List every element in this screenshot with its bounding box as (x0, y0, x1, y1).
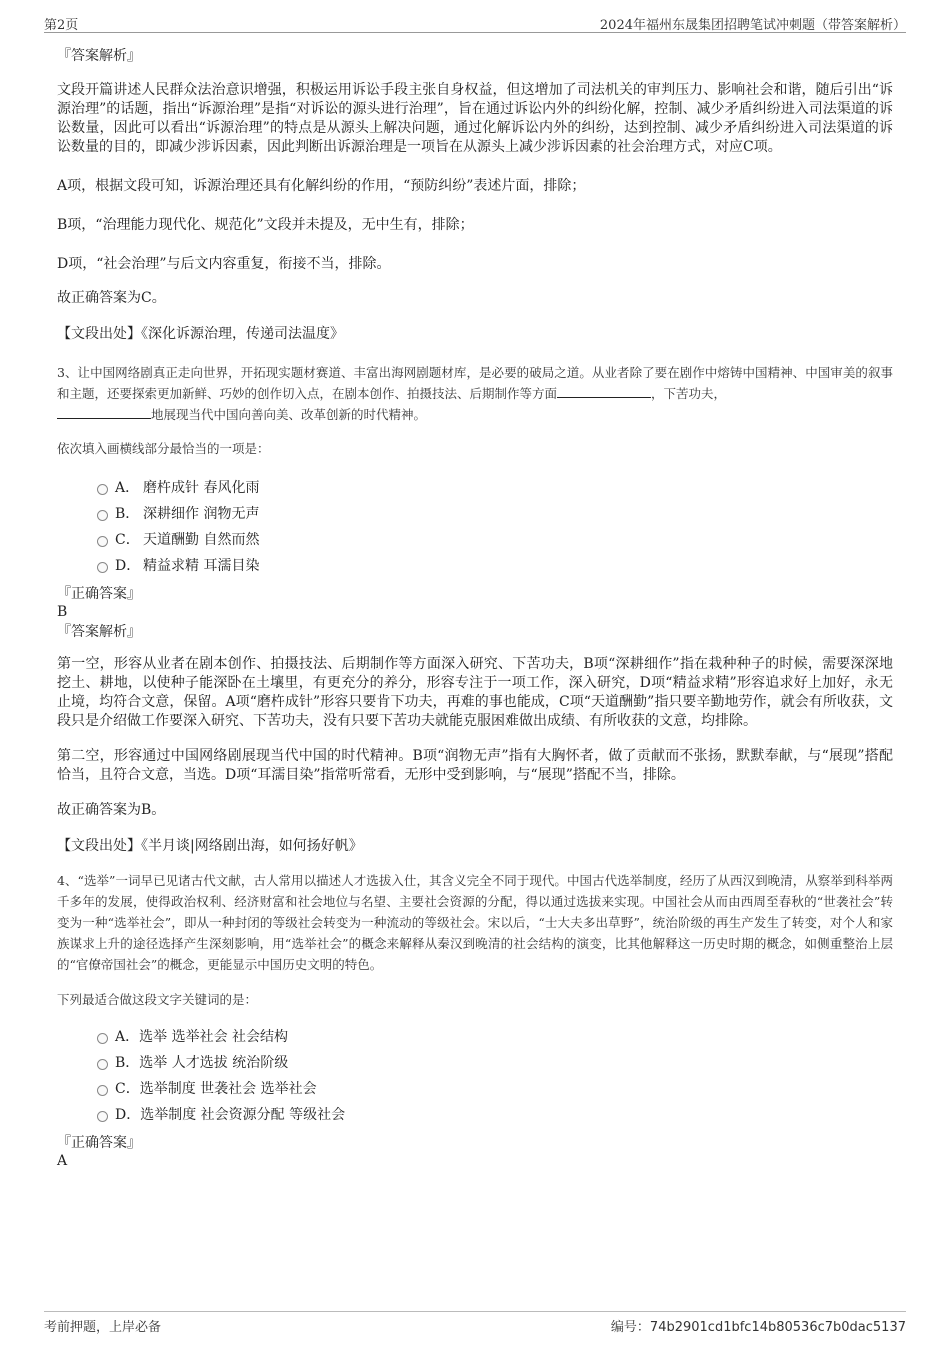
option-letter: D． (115, 1107, 141, 1123)
answer-tag: 『正确答案』 (57, 1135, 141, 1151)
source-citation: 【文段出处】《深化诉源治理，传递司法温度》 (57, 326, 344, 342)
option-a[interactable] (57, 1024, 893, 1050)
option-b[interactable] (57, 501, 893, 527)
document-code (611, 1316, 906, 1335)
analysis-tag: 『答案解析』 (57, 624, 141, 640)
fill-blank-1 (557, 385, 651, 398)
document-content (57, 46, 893, 1170)
page-header (44, 14, 906, 33)
source-citation: 【文段出处】《半月谈|网络剧出海，如何扬好帆》 (57, 838, 363, 854)
analysis-paragraph: 故正确答案为C。 (57, 290, 166, 306)
question-3-stem-part-1: 3、让中国网络剧真正走向世界，开拓现实题材赛道、丰富出海网剧题材库，是必要的破局之道。从业者除了要在剧作中熔铸中国精神、中国审美的叙事和主题，还要探索更加新鲜、巧妙的创作切入点，在剧本创作、拍摄技法、后期制作等方面 (57, 365, 893, 401)
answer-value: B (57, 604, 68, 620)
question-3-options (57, 475, 893, 579)
radio-icon[interactable] (97, 536, 108, 547)
analysis-paragraph: 故正确答案为B。 (57, 802, 166, 818)
option-text: 天道酬勤 自然而然 (143, 532, 260, 548)
option-text: 选举 人才选拔 统治阶级 (139, 1055, 289, 1071)
question-4-options (57, 1024, 893, 1128)
analysis-tag: 『答案解析』 (57, 48, 141, 64)
option-text: 选举 选举社会 社会结构 (139, 1029, 289, 1045)
option-letter: B． (115, 506, 140, 522)
question-4-stem: 4、“选举”一词早已见诸古代文献，古人常用以描述人才选拔入仕，其含义完全不同于现代。中国古代选举制度，经历了从西汉到晚清，从察举到科举两千多年的发展，使得政治权利、经济财富和社会地位与名望、主要社会资源的分配，得以通过选拔来实现。中国社会从而由西周至春秋的“世袭社会”转变为一种“选举社会”，即从一种封闭的等级社会转变为一种流动的等级社会。宋以后，“士大夫多出草野”，统治阶级的再生产发生了转变，对个人和家族谋求上升的途径选择产生深刻影响，用“选举社会”的概念来解释从秦汉到晚清的社会结构的演变，比其他解释这一历史时期的概念，如侧重整治上层的“官僚帝国社会”的概念，更能显示中国历史文明的特色。 (57, 873, 893, 972)
option-letter: D． (115, 558, 141, 574)
radio-icon[interactable] (97, 562, 108, 573)
analysis-paragraph: A项，根据文段可知，诉源治理还具有化解纠纷的作用，“预防纠纷”表述片面，排除； (57, 178, 586, 194)
question-3-stem-part-3: 地展现当代中国向善向美、改革创新的时代精神。 (151, 407, 427, 422)
document-title: 2024年福州东晟集团招聘笔试冲刺题（带答案解析） (599, 18, 906, 33)
analysis-paragraph: 第二空，形容通过中国网络剧展现当代中国的时代精神。B项“润物无声”指有大胸怀者，做了贡献而不张扬，默默奉献，与“展现”搭配恰当，且符合文意，当选。D项“耳濡目染”指常听常看，无形中受到影响，与“展现”搭配不当，排除。 (57, 748, 893, 783)
option-letter: A． (115, 480, 140, 496)
question-4-prompt: 下列最适合做这段文字关键词的是： (57, 992, 258, 1007)
option-text: 选举制度 世袭社会 选举社会 (139, 1081, 317, 1097)
code-label: 编号： (610, 1320, 650, 1335)
question-3-stem-part-2: ，下苦功夫， (651, 386, 727, 401)
page-number: 第2页 (44, 18, 79, 33)
option-letter: C． (115, 532, 140, 548)
question-3-prompt: 依次填入画横线部分最恰当的一项是： (57, 441, 270, 456)
page-footer (44, 1311, 906, 1334)
fill-blank-2 (57, 406, 151, 419)
option-text: 精益求精 耳濡目染 (143, 558, 260, 574)
option-a[interactable] (57, 475, 893, 501)
radio-icon[interactable] (97, 1111, 108, 1122)
option-c[interactable] (57, 1076, 893, 1102)
footer-slogan: 考前押题，上岸必备 (44, 1320, 162, 1335)
option-text: 磨杵成针 春风化雨 (143, 480, 260, 496)
question-3-stem (57, 362, 893, 425)
option-d[interactable] (57, 553, 893, 579)
option-d[interactable] (57, 1102, 893, 1128)
option-letter: C． (115, 1081, 140, 1097)
option-letter: A． (115, 1029, 140, 1045)
radio-icon[interactable] (97, 484, 108, 495)
analysis-paragraph: D项，“社会治理”与后文内容重复，衔接不当，排除。 (57, 256, 391, 272)
radio-icon[interactable] (97, 1033, 108, 1044)
option-b[interactable] (57, 1050, 893, 1076)
code-value: 74b2901cd1bfc14b80536c7b0dac5137 (649, 1320, 906, 1335)
radio-icon[interactable] (97, 1085, 108, 1096)
answer-value: A (57, 1153, 68, 1169)
analysis-paragraph: 第一空，形容从业者在剧本创作、拍摄技法、后期制作等方面深入研究、下苦功夫，B项“深耕细作”指在栽种种子的时候，需要深深地挖土、耕地，以使种子能深卧在土壤里，有更充分的养分，形容专注于一项工作，深入研究，D项“精益求精”形容追求好上加好，永无止境，均符合文意，保留。A项“磨杵成针”形容只要肯下功夫，再难的事也能成，C项“天道酬勤”指只要辛勤地劳作，就会有所收获，文段只是介绍做工作要深入研究、下苦功夫，没有只要下苦功夫就能克服困难做出成绩、有所收获的文意，均排除。 (57, 656, 893, 729)
radio-icon[interactable] (97, 510, 108, 521)
analysis-paragraph: 文段开篇讲述人民群众法治意识增强，积极运用诉讼手段主张自身权益，但这增加了司法机关的审判压力、影响社会和谐，随后引出“诉源治理”的话题，指出“诉源治理”是指“对诉讼的源头进行治理”，旨在通过诉讼内外的纠纷化解，控制、减少矛盾纠纷进入司法渠道的诉讼数量，因此可以看出“诉源治理”的特点是从源头上解决问题，通过化解诉讼内外的纠纷，达到控制、减少矛盾纠纷进入司法渠道的诉讼数量的目的，即减少涉诉因素，因此判断出诉源治理是一项旨在从源头上减少涉诉因素的社会治理方式，对应C项。 (57, 82, 893, 155)
answer-tag: 『正确答案』 (57, 586, 141, 602)
option-c[interactable] (57, 527, 893, 553)
radio-icon[interactable] (97, 1059, 108, 1070)
option-text: 深耕细作 润物无声 (143, 506, 260, 522)
option-text: 选举制度 社会资源分配 等级社会 (140, 1107, 346, 1123)
option-letter: B． (115, 1055, 140, 1071)
analysis-paragraph: B项，“治理能力现代化、规范化”文段并未提及，无中生有，排除； (57, 217, 474, 233)
